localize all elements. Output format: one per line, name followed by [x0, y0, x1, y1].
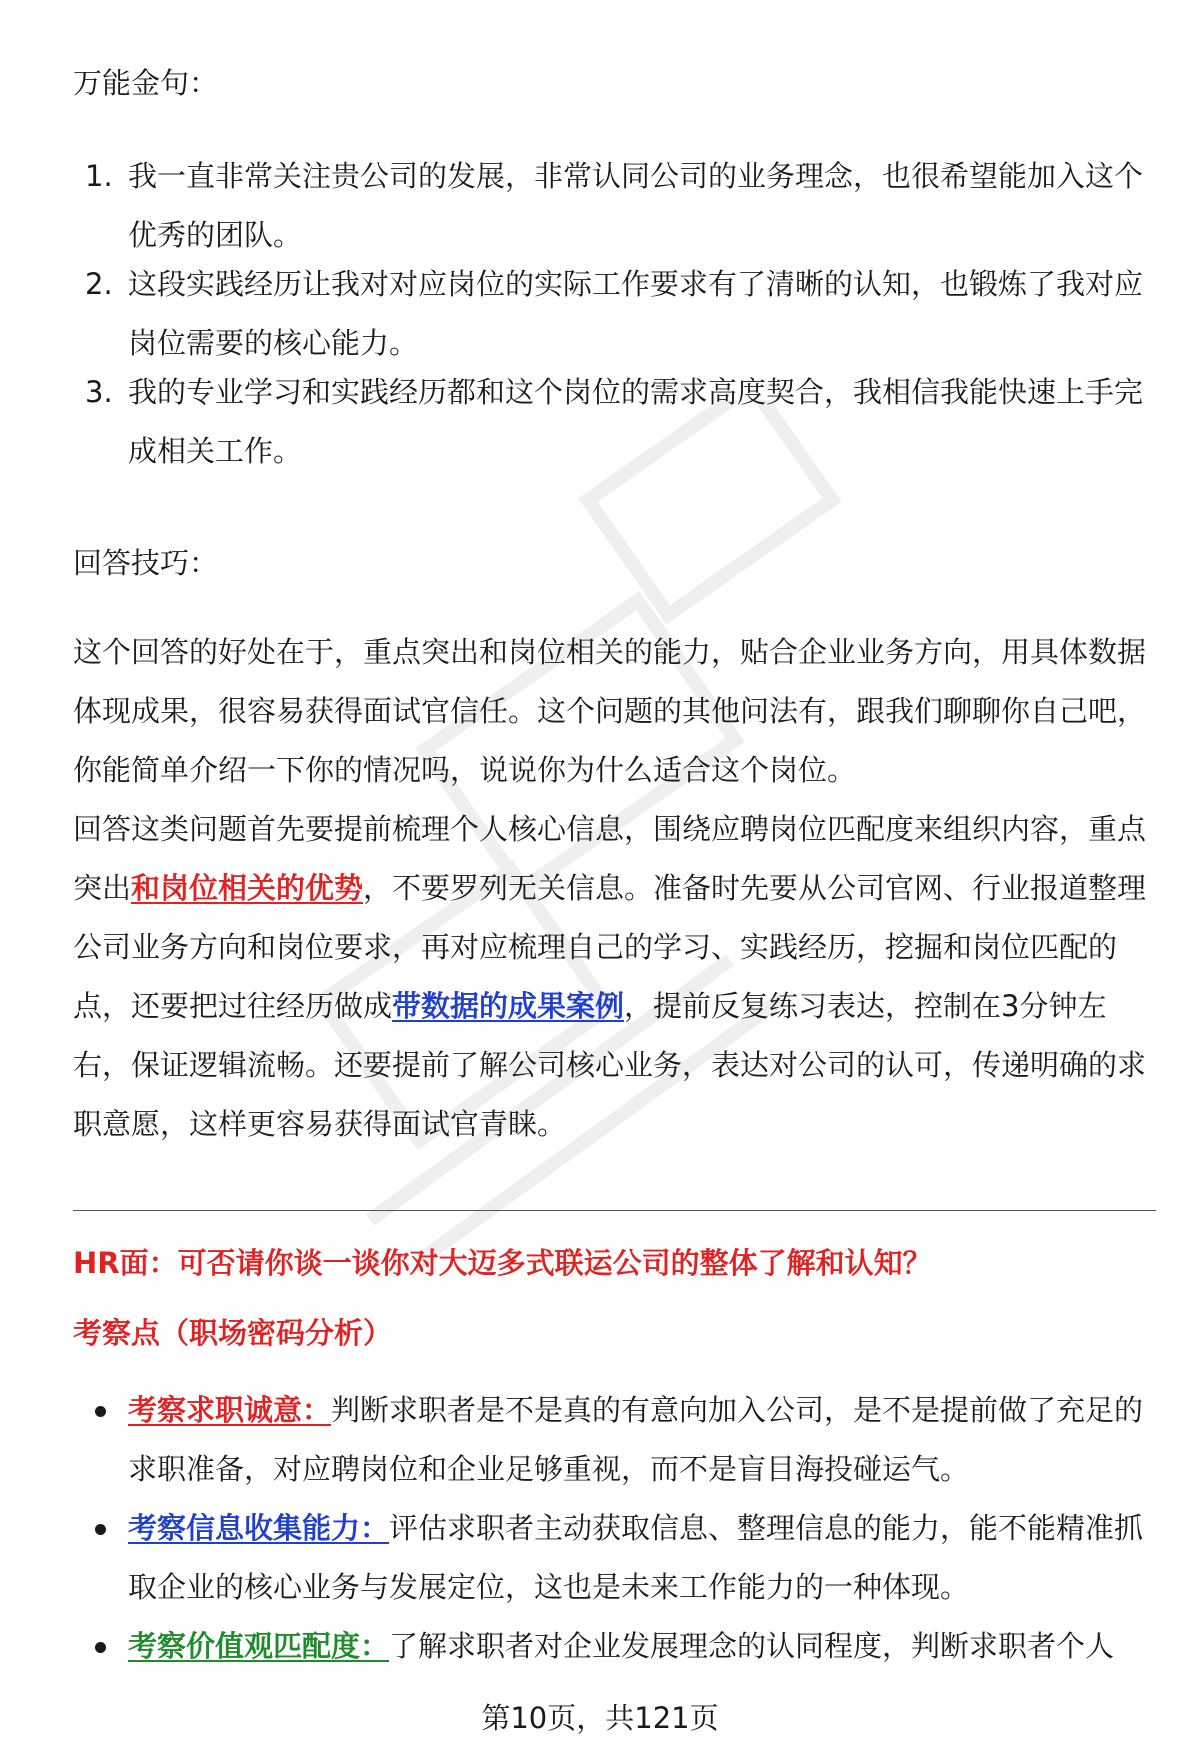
assessment-points-list — [73, 1381, 1153, 1676]
golden-sentences-list — [73, 147, 1153, 481]
page-number-footer: 第10页，共121页 — [481, 1701, 719, 1735]
list-item — [73, 363, 1153, 481]
assessment-points-heading: 考察点（职场密码分析） — [73, 1316, 393, 1350]
tips-paragraph-detail — [73, 800, 1153, 1154]
list-item-text: 我的专业学习和实践经历都和这个岗位的需求高度契合，我相信我能快速上手完成相关工作。 — [128, 375, 1144, 468]
section-label-answer-tips: 回答技巧： — [73, 546, 219, 580]
section-divider — [73, 1210, 1156, 1211]
point-keyword: 考察信息收集能力： — [128, 1511, 390, 1545]
point-keyword: 考察求职诚意： — [128, 1393, 332, 1427]
point-text: 了解求职者对企业发展理念的认同程度，判断求职者个人 — [389, 1629, 1115, 1663]
highlight-keyword: 带数据的成果案例 — [392, 989, 625, 1023]
point-text: 判断求职者是不是真的有意向加入公司，是不是提前做了充足的求职准备，对应聘岗位和企业足够重视，而不是盲目海投碰运气。 — [128, 1393, 1144, 1486]
hr-question-heading: HR面：可否请你谈一谈你对大迈多式联运公司的整体了解和认知？ — [73, 1246, 932, 1280]
text-segment: ，不要罗列无关信息。准备时先要从公司官网、行业报道整理公司业务方向和岗位要求，再对应梳理自己的学习、实践经历，挖掘和岗位匹配的点，还要把过往经历做成 — [73, 871, 1147, 1023]
list-item-text: 我一直非常关注贵公司的发展，非常认同公司的业务理念，也很希望能加入这个优秀的团队。 — [128, 159, 1144, 252]
text-segment: 回答这类问题首先要提前梳理个人核心信息，围绕应聘岗位匹配度来组织内容，重点突出 — [73, 812, 1147, 905]
tips-paragraph: 这个回答的好处在于，重点突出和岗位相关的能力，贴合企业业务方向，用具体数据体现成果，很容易获得面试官信任。这个问题的其他问法有，跟我们聊聊你自己吧，你能简单介绍一下你的情况吗，说说你为什么适合这个岗位。 — [73, 635, 1147, 787]
point-text: 评估求职者主动获取信息、整理信息的能力，能不能精准抓取企业的核心业务与发展定位，这也是未来工作能力的一种体现。 — [128, 1511, 1144, 1604]
section-label-golden-sentences: 万能金句： — [73, 66, 219, 100]
bullet-icon — [95, 1406, 106, 1417]
list-item — [73, 1499, 1153, 1617]
point-keyword: 考察价值观匹配度： — [128, 1629, 390, 1663]
list-item — [73, 1381, 1153, 1499]
list-number: 3. — [85, 375, 113, 409]
list-number: 1. — [85, 159, 113, 193]
list-item — [73, 1617, 1153, 1676]
highlight-keyword: 和岗位相关的优势 — [131, 871, 364, 905]
bullet-icon — [95, 1642, 106, 1653]
list-item — [73, 255, 1153, 373]
text-segment: ，提前反复练习表达，控制在3分钟左右，保证逻辑流畅。还要提前了解公司核心业务，表达对公司的认可，传递明确的求职意愿，这样更容易获得面试官青睐。 — [73, 989, 1147, 1141]
bullet-icon — [95, 1524, 106, 1535]
list-number: 2. — [85, 267, 113, 301]
list-item — [73, 147, 1153, 265]
list-item-text: 这段实践经历让我对对应岗位的实际工作要求有了清晰的认知，也锻炼了我对应岗位需要的核心能力。 — [128, 267, 1144, 360]
